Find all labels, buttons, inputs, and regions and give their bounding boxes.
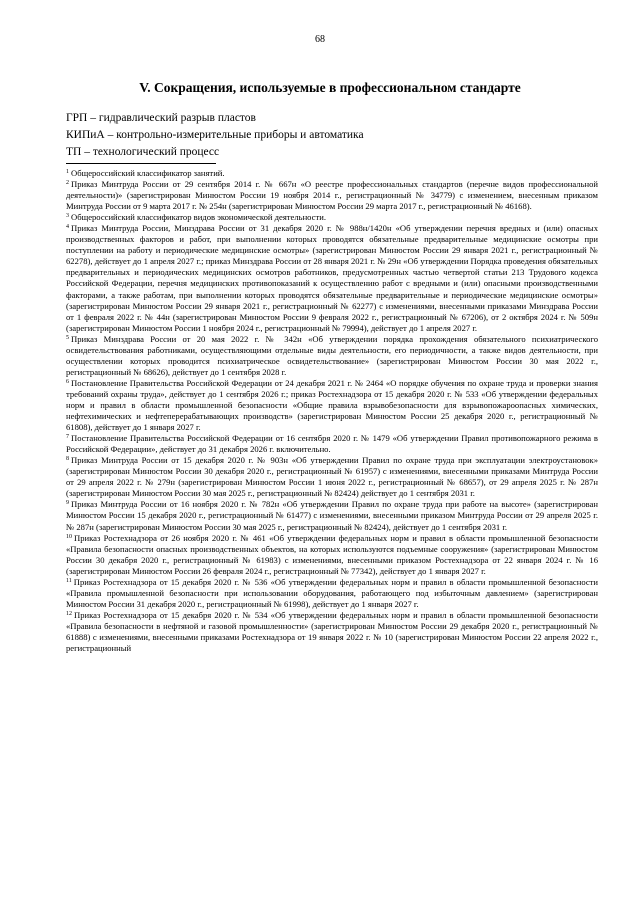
footnote-text: Постановление Правительства Российской Федерации от 16 сентября 2020 г. № 1479 «Об утверждении Правил противопожарного режима в Российской Федерации», действует до 31 декабря 2026 г. включительно. [66,433,598,455]
footnote-number: 10 [66,533,72,540]
footnote-number: 9 [66,500,69,507]
footnote-text: Приказ Ростехнадзора от 15 декабря 2020 г. № 536 «Об утверждении федеральных норм и правил в области промышленной безопасности «Правила промышленной безопасности при использовании оборудования, работающего под избыточным давлением» (зарегистрирован Минюстом России 31 декабря 2020 г., регистрационный № 61998), действует до 1 января 2027 г. [66,576,598,609]
footnote [66,577,598,610]
footnote-number: 1 [66,169,69,175]
footnote-text: Приказ Ростехнадзора от 26 ноября 2020 г. № 461 «Об утверждении федеральных норм и правил в области промышленной безопасности «Правила безопасности опасных производственных объектов, на которых используются подъемные сооружения» (зарегистрирован Минюстом России 30 декабря 2020 г., регистрационный № 61983) с изменениями, внесенными приказом Ростехнадзора от 22 января 2024 г. № 16 (зарегистрирован Минюстом России 26 февраля 2024 г., регистрационный № 77342), действует до 1 января 2027 г. [66,532,598,576]
footnote [66,378,598,433]
abbreviation-item: КИПиА – контрольно-измерительные приборы и автоматика [66,129,364,141]
footnote [66,179,598,212]
footnote-separator [66,163,216,164]
footnote-number: 7 [66,434,69,441]
footnote [66,499,598,532]
footnote [66,433,598,455]
footnote-text: Постановление Правительства Российской Федерации от 24 декабря 2021 г. № 2464 «О порядке обучения по охране труда и проверки знания требований охраны труда», действует до 1 сентября 2026 г.; приказ Ростехнадзора от 15 декабря 2020 г. № 533 «Об утверждении федеральных норм и правил в области промышленной безопасности «Общие правила взрывобезопасности для взрывопожароопасных химических, нефтехимических и нефтеперерабатывающих производств» (зарегистрирован Минюстом России 25 декабря 2020 г., регистрационный № 61808), действует до 1 января 2027 г. [66,377,598,433]
footnote [66,223,598,333]
footnote-number: 2 [66,180,69,187]
footnote-number: 12 [66,610,72,617]
footnote [66,168,598,179]
footnote-number: 8 [66,456,69,463]
footnote-text: Приказ Минздрава России от 20 мая 2022 г. № 342н «Об утверждении порядка прохождения обязательного психиатрического освидетельствования работниками, осуществляющими отдельные виды деятельности, его периодичности, а также видов деятельности, при осуществлении которых проводится психиатрическое освидетельствование» (зарегистрирован Минюстом России 30 мая 2022 г., регистрационный № 68626), действует до 1 сентября 2028 г. [66,333,598,377]
footnote-text: Приказ Минтруда России от 15 декабря 2020 г. № 903н «Об утверждении Правил по охране труда при эксплуатации электроустановок» (зарегистрирован Минюстом России 30 декабря 2020 г., регистрационный № 61957) с изменениями, внесенными приказами Минтруда России от 29 апреля 2022 г. № 279н (зарегистрирован Минюстом России 1 июня 2022 г., регистрационный № 68657), от 29 апреля 2025 г. № 287н (зарегистрирован Минюстом России 30 мая 2025 г., регистрационный № 82424) действует до 1 сентября 2031 г. [66,455,598,499]
footnote-text: Приказ Ростехнадзора от 15 декабря 2020 г. № 534 «Об утверждении федеральных норм и правил в области промышленной безопасности «Правила безопасности в нефтяной и газовой промышленности» (зарегистрирован Минюстом России 29 декабря 2020 г., регистрационный № 61888) с изменениями, внесенными приказами Ростехнадзора от 19 января 2022 г. № 10 (зарегистрирован Минюстом России 22 апреля 2022 г., регистрационный [66,609,598,654]
footnote-text: Общероссийский классификатор занятий. [71,168,225,178]
footnote [66,334,598,378]
footnote-number: 6 [66,378,69,385]
abbreviation-list [66,110,596,161]
page-number: 68 [315,34,325,45]
footnote [66,455,598,499]
footnote-number: 11 [66,577,72,584]
footnote-text: Приказ Минтруда России от 16 ноября 2020 г. № 782н «Об утверждении Правил по охране труда при работе на высоте» (зарегистрирован Минюстом России 15 декабря 2020 г., регистрационный № 61477) с изменениями, внесенными приказом Минтруда России от 29 апреля 2025 г. № 287н (зарегистрирован Минюстом России 30 мая 2025 г., регистрационный № 82424), действует до 1 сентября 2031 г. [66,499,598,532]
footnote [66,533,598,577]
footnote-text: Общероссийский классификатор видов экономической деятельности. [71,212,326,223]
footnote-number: 3 [66,213,69,220]
footnote-number: 5 [66,334,69,341]
abbreviation-item: ТП – технологический процесс [66,146,220,158]
footnotes [66,168,598,654]
section-title: V. Сокращения, используемые в профессиональном стандарте [139,80,521,95]
footnote-text: Приказ Минтруда России от 29 сентября 2014 г. № 667н «О реестре профессиональных стандартов (перечне видов профессиональной деятельности)» (зарегистрирован Минюстом России 19 ноября 2014 г., регистрационный № 34779) с изменением, внесенным приказом Минтруда России от 9 марта 2017 г. № 254н (зарегистрирован Минюстом России 29 марта 2017 г., регистрационный № 46168). [66,179,598,212]
footnote [66,610,598,654]
abbreviation-item: ГРП – гидравлический разрыв пластов [66,112,256,124]
footnote [66,212,598,223]
footnote-text: Приказ Минтруда России, Минздрава России от 31 декабря 2020 г. № 988н/1420н «Об утверждении перечня вредных и (или) опасных производственных факторов и работ, при выполнении которых проводятся обязательные предварительные медицинские осмотры при поступлении на работу и периодические медицинские осмотры» (зарегистрирован Минюстом России 29 января 2021 г., регистрационный № 62278), действует до 1 апреля 2027 г.; приказ Минздрава России от 28 января 2021 г. № 29н «Об утверждении Порядка проведения обязательных предварительных и периодических медицинских осмотров работников, предусмотренных частью четвертой статьи 213 Трудового кодекса Российской Федерации, перечня медицинских противопоказаний к осуществлению работ с вредными и (или) опасными производственными факторами, а также работам, при выполнении которых проводятся обязательные предварительные и периодические медицинские осмотры» (зарегистрирован Минюстом России 29 января 2021 г., регистрационный № 62277) с изменениями, внесенными приказами Минздрава России от 1 февраля 2022 г. № 44н (зарегистрирован Минюстом России 9 февраля 2022 г., регистрационный № 67206), от 2 октября 2024 г. № 509н (зарегистрирован Минюстом России 1 ноября 2024 г., регистрационный № 79994), действует до 1 апреля 2027 г. [66,223,598,333]
footnote-number: 4 [66,224,69,231]
